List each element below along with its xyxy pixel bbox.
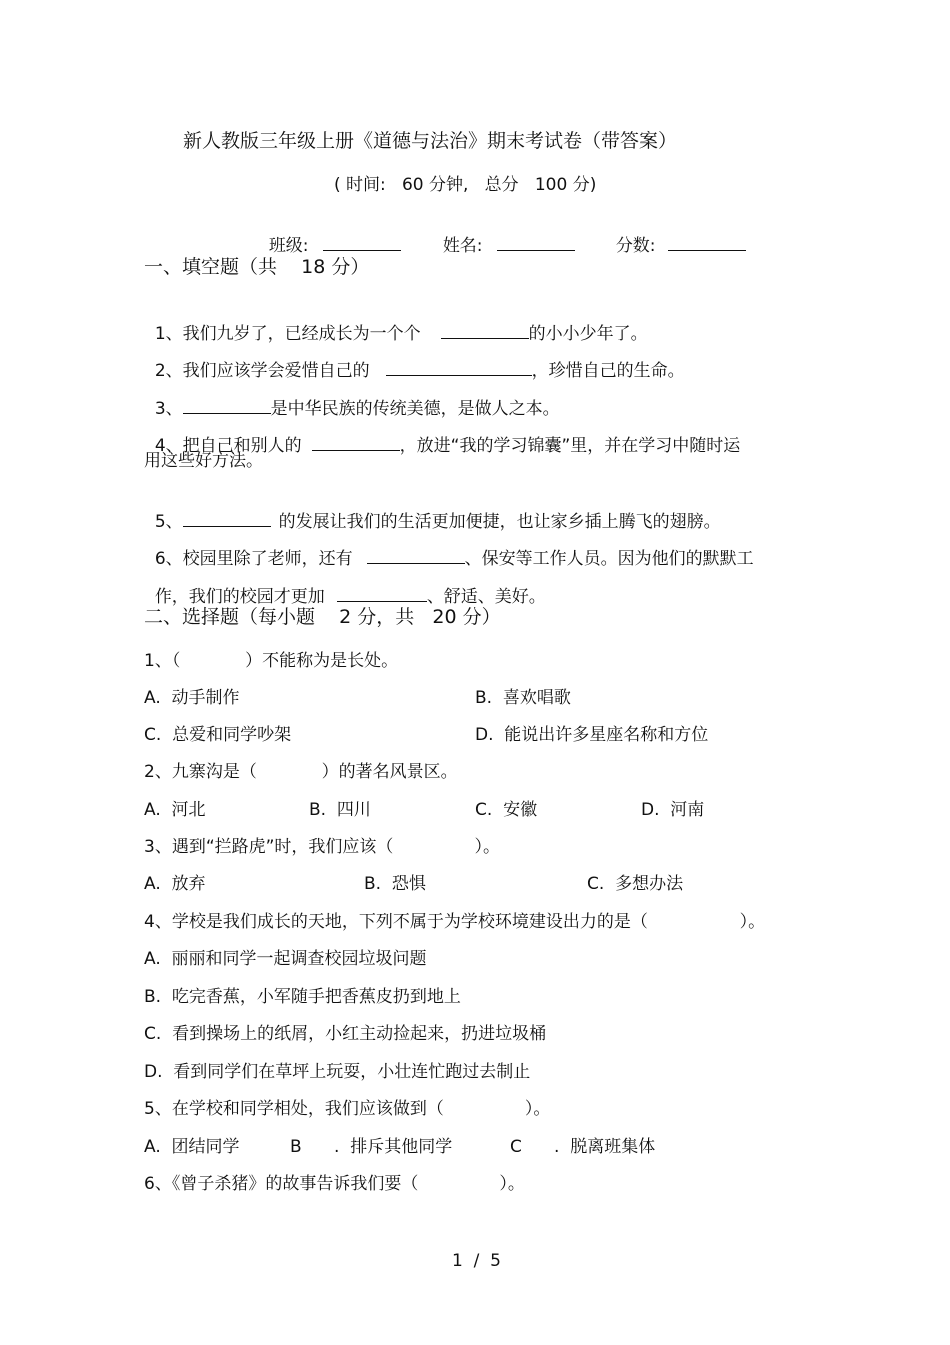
name-label: 姓名: — [442, 236, 483, 256]
question-text: 2、我们应该学会爱惜自己的 — [154, 361, 370, 381]
option-c-letter[interactable]: C — [510, 1137, 522, 1157]
page-number: 1 / 5 — [452, 1251, 501, 1271]
option-d[interactable]: D. 看到同学们在草坪上玩耍，小壮连忙跑过去制止 — [144, 1062, 531, 1082]
mc-question-3: 3、遇到“拦路虎”时，我们应该（ ）。 — [144, 837, 500, 857]
question-text: 是中华民族的传统美德，是做人之本。 — [270, 399, 560, 419]
option-b-text[interactable]: . 排斥其他同学 — [334, 1137, 453, 1157]
answer-blank[interactable] — [367, 547, 465, 564]
option-c[interactable]: C. 安徽 — [475, 800, 538, 820]
mc-question-1: 1、（ ）不能称为是长处。 — [144, 651, 399, 671]
question-text: 、舒适、美好。 — [426, 587, 546, 607]
student-score-row — [605, 212, 746, 257]
exam-info: ( 时间: 60 分钟, 总分 100 分) — [334, 175, 597, 195]
option-b[interactable]: B. 喜欢唱歌 — [475, 688, 571, 708]
question-text: 、保安等工作人员。因为他们的默默工 — [464, 549, 754, 569]
option-a[interactable]: A. 丽丽和同学一起调查校园垃圾问题 — [144, 949, 427, 969]
answer-blank[interactable] — [386, 359, 532, 376]
section-heading-fill-in: 一、填空题（共 18 分） — [144, 256, 370, 278]
student-info-row — [258, 212, 401, 257]
option-a[interactable]: A. 动手制作 — [144, 688, 240, 708]
question-text: 的小小少年了。 — [528, 324, 648, 344]
score-field[interactable] — [668, 234, 746, 251]
option-b[interactable]: B. 四川 — [309, 800, 371, 820]
mc-question-5: 5、在学校和同学相处，我们应该做到（ ）。 — [144, 1099, 551, 1119]
section-heading-choice: 二、选择题（每小题 2 分，共 20 分） — [144, 606, 501, 628]
question-text: 1、我们九岁了，已经成长为一个个 — [154, 324, 421, 344]
option-d[interactable]: D. 能说出许多星座名称和方位 — [475, 725, 709, 745]
page-title: 新人教版三年级上册《道德与法治》期末考试卷（带答案） — [183, 130, 678, 152]
option-a[interactable]: A. 团结同学 — [144, 1137, 240, 1157]
answer-blank[interactable] — [337, 585, 427, 602]
question-text: ，珍惜自己的生命。 — [531, 361, 685, 381]
score-label: 分数: — [615, 236, 656, 256]
option-c[interactable]: C. 多想办法 — [587, 874, 684, 894]
question-text: 4、把自己和别人的 — [154, 436, 302, 456]
option-c-text[interactable]: . 脱离班集体 — [554, 1137, 656, 1157]
mc-question-6: 6、《曾子杀猪》的故事告诉我们要（ ）。 — [144, 1174, 525, 1194]
option-c[interactable]: C. 看到操场上的纸屑，小红主动捡起来，扔进垃圾桶 — [144, 1024, 547, 1044]
question-text: 5、 — [154, 512, 183, 532]
option-b-letter[interactable]: B — [290, 1137, 302, 1157]
option-d[interactable]: D. 河南 — [641, 800, 705, 820]
question-text: 3、 — [154, 399, 183, 419]
question-1-6-cont — [144, 563, 546, 608]
mc-question-4: 4、学校是我们成长的天地，下列不属于为学校环境建设出力的是（ ）。 — [144, 912, 766, 932]
option-a[interactable]: A. 放弃 — [144, 874, 206, 894]
option-b[interactable]: B. 恐惧 — [364, 874, 426, 894]
option-c[interactable]: C. 总爱和同学吵架 — [144, 725, 292, 745]
question-1-4-cont: 用这些好方法。 — [144, 451, 263, 471]
question-text: 的发展让我们的生活更加便捷，也让家乡插上腾飞的翅膀。 — [278, 512, 721, 532]
question-text: 6、校园里除了老师，还有 — [154, 549, 353, 569]
option-a[interactable]: A. 河北 — [144, 800, 206, 820]
mc-question-2: 2、九寨沟是（ ）的著名风景区。 — [144, 762, 458, 782]
student-name-row — [432, 212, 575, 257]
class-field[interactable] — [323, 234, 401, 251]
answer-blank[interactable] — [312, 434, 400, 451]
option-b[interactable]: B. 吃完香蕉，小军随手把香蕉皮扔到地上 — [144, 987, 461, 1007]
question-text: 作，我们的校园才更加 — [154, 587, 325, 607]
class-label: 班级: — [268, 236, 309, 256]
question-text: ，放进“我的学习锦囊”里，并在学习中随时运 — [399, 436, 741, 456]
name-field[interactable] — [497, 234, 575, 251]
